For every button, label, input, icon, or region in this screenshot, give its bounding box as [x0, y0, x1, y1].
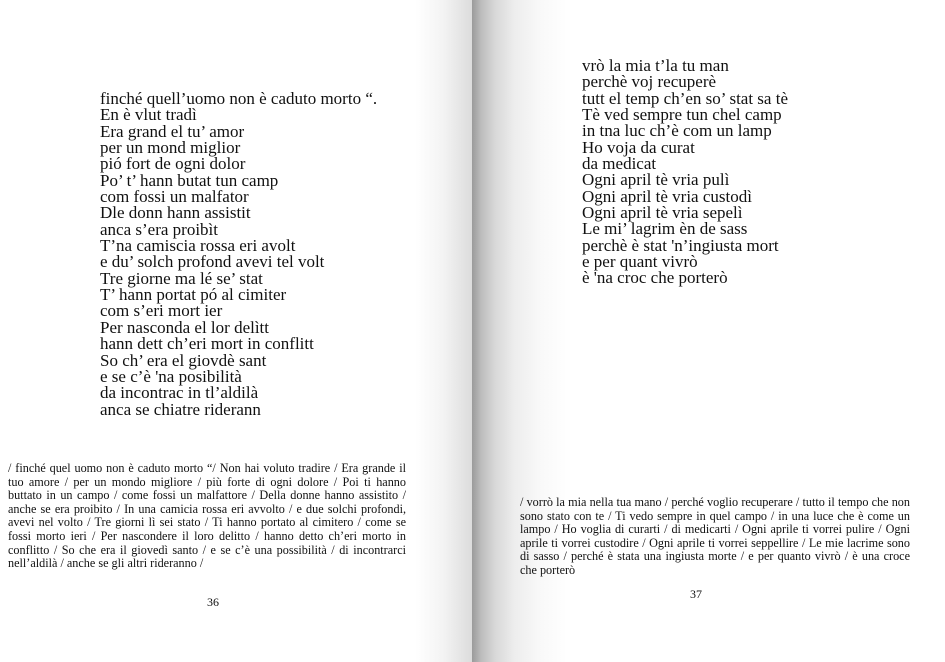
- poem-line: perchè è stat 'n’ingiusta mort: [582, 235, 779, 255]
- poem-line: e se c’è 'na posibilità: [100, 366, 242, 386]
- poem-line: e du’ solch profond avevi tel volt: [100, 252, 325, 272]
- poem-line: Per nasconda el lor delìtt: [100, 317, 270, 337]
- poem-line: Era grand el tu’ amor: [100, 121, 245, 141]
- poem-line: com fossi un malfator: [100, 187, 249, 207]
- poem-line: anca s’era proibìt: [100, 219, 218, 239]
- page-number-37: 37: [690, 587, 702, 601]
- poem-line: com s’eri mort ier: [100, 301, 223, 321]
- poem-line: Dle donn hann assistit: [100, 203, 251, 223]
- poem-line: finché quell’uomo non è caduto morto “.: [100, 89, 378, 108]
- poem-line: Tè ved sempre tun chel camp: [582, 105, 782, 125]
- left-translation: / finché quel uomo non è caduto morto “/ Non hai voluto tradire / Era grande il tuo amore / per un mondo migliore / più forte di ogni dolore / Poi ti hanno buttato in un campo / come fossi un malfattore / Della donne hanno assistito / anche se era proibito / In una camicia rossa eri avvolto / e due solchi profondi, avevi nel volto / Tre giorni lì sei stato / Ti hanno portato al cimitero / come se fossi morto ieri / Per nascondere il loro delitto / hanno detto ch’eri morto in conflitto / So che era il giovedì santo / e se c’è una possibilità / di incontrarci nell’aldilà / anche se gli altri rideranno /: [8, 461, 406, 571]
- poem-line: tutt el temp ch’en so’ stat sa tè: [582, 88, 788, 108]
- right-poem: [582, 58, 788, 287]
- poem-line: Po’ t’ hann butat tun camp: [100, 170, 279, 190]
- poem-line: Le mi’ lagrim èn de sass: [582, 219, 748, 239]
- left-poem: [100, 91, 377, 418]
- poem-line: per un mond miglior: [100, 138, 241, 158]
- poem-line: Ogni april tè vria custodì: [582, 186, 752, 206]
- poem-line: vrò la mia t’la tu man: [582, 56, 729, 75]
- poem-line: En è vlut tradì: [100, 105, 197, 125]
- page-number-36: 36: [207, 595, 219, 609]
- poem-line: pió fort de ogni dolor: [100, 154, 246, 174]
- poem-line: Ho voja da curat: [582, 137, 695, 157]
- poem-line: è 'na croc che porterò: [582, 268, 728, 288]
- poem-line: So ch’ era el giovdè sant: [100, 350, 267, 370]
- poem-line: T’ hann portat pó al cimiter: [100, 285, 287, 305]
- right-translation: / vorrò la mia nella tua mano / perché voglio recuperare / tutto il tempo che non sono stato con te / Ti vedo sempre in quel campo / in una luce che è come un lampo / Ho voglia di curarti / di medicarti / Ogni aprile ti vorrei pulire / Ogni aprile ti vorrei custodire / Ogni aprile ti vorrei seppellire / Le mie lacrime sono di sasso / perché è stata una ingiusta morte / e per quanto vivrò / è una croce che porterò: [520, 495, 910, 577]
- left-page: [0, 0, 472, 662]
- poem-line: da medicat: [582, 154, 657, 174]
- poem-line: anca se chiatre riderann: [100, 399, 261, 419]
- poem-line: Ogni april tè vria sepelì: [582, 203, 743, 223]
- poem-line: in tna luc ch’è com un lamp: [582, 121, 772, 141]
- poem-line: T’na camiscia rossa eri avolt: [100, 236, 296, 256]
- poem-line: Ogni april tè vria pulì: [582, 170, 730, 190]
- poem-line: hann dett ch’eri mort in conflitt: [100, 334, 314, 354]
- poem-line: Tre giorne ma lé se’ stat: [100, 268, 263, 288]
- poem-line: da incontrac in tl’aldilà: [100, 383, 259, 403]
- poem-line: e per quant vivrò: [582, 252, 698, 272]
- right-page: [472, 0, 945, 662]
- poem-line: perchè voj recuperè: [582, 72, 717, 92]
